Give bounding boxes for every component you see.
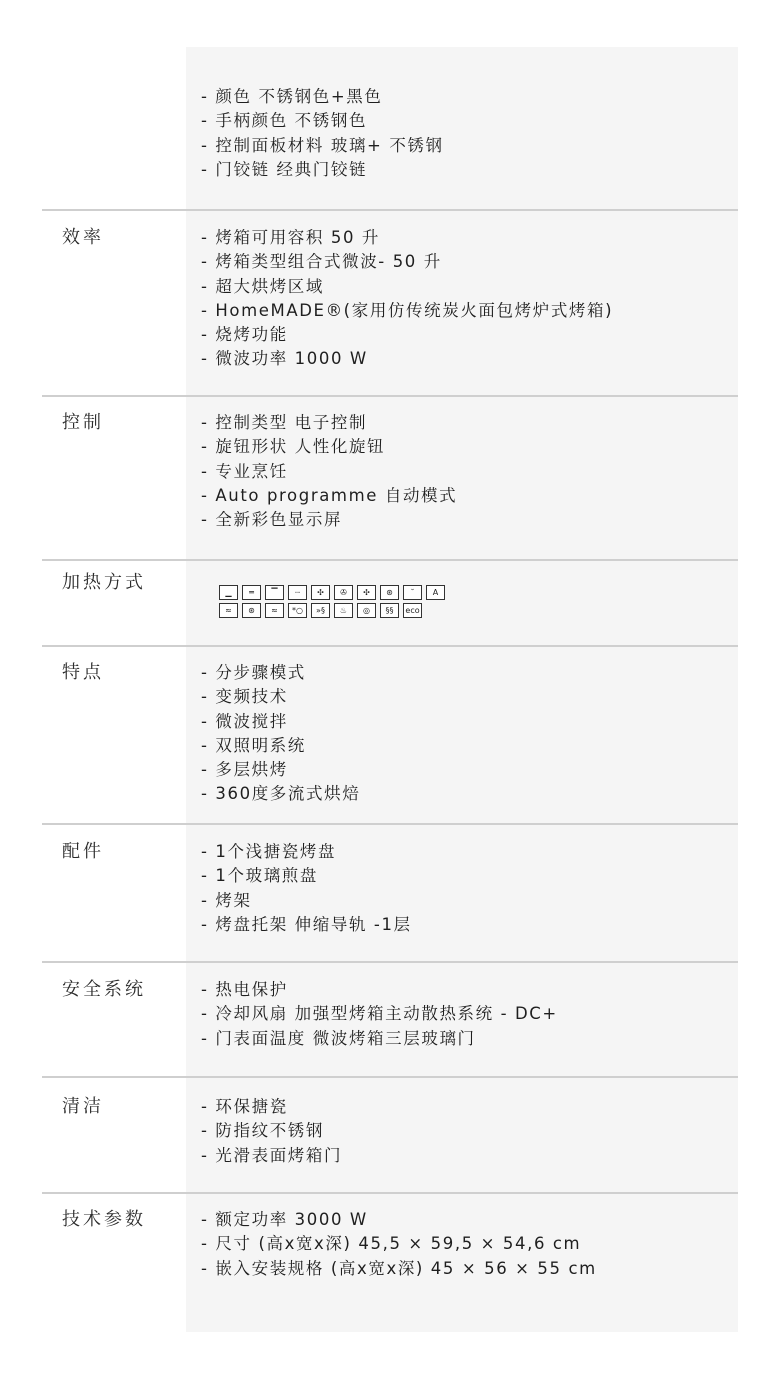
spec-list	[201, 226, 613, 372]
spec-item: - 变频技术	[201, 685, 360, 709]
section-label: 技术参数	[62, 1209, 146, 1230]
spec-item: - 手柄颜色 不锈钢色	[201, 109, 444, 133]
spec-item: - 热电保护	[201, 978, 558, 1002]
bread-icon: ♨	[334, 603, 353, 618]
small-grill-icon: ˘	[403, 585, 422, 600]
spec-item: - 光滑表面烤箱门	[201, 1144, 342, 1168]
steam-icon: §§	[380, 603, 399, 618]
spec-item: - 双照明系统	[201, 734, 360, 758]
spec-item: - 专业烹饪	[201, 460, 457, 484]
section-divider	[42, 645, 738, 647]
section-label: 特点	[62, 662, 104, 683]
spec-list	[201, 1208, 597, 1281]
spec-list	[201, 978, 558, 1051]
section-label: 控制	[62, 412, 104, 433]
fan-grill-icon: ✣	[311, 585, 330, 600]
section-divider	[42, 823, 738, 825]
heating-icons-row-2	[219, 603, 422, 618]
spec-item: - 烤架	[201, 889, 412, 913]
spec-item: - Auto programme 自动模式	[201, 484, 457, 508]
spec-list	[201, 840, 412, 937]
microwave-grill-icon: ≈	[265, 603, 284, 618]
spec-item: - 冷却风扇 加强型烤箱主动散热系统 - DC+	[201, 1002, 558, 1026]
section-divider	[42, 1192, 738, 1194]
steam-fan-icon: »§	[311, 603, 330, 618]
spec-item: - 尺寸 (高x宽x深) 45,5 × 59,5 × 54,6 cm	[201, 1232, 597, 1256]
spec-list	[201, 85, 444, 182]
spec-item: - 微波功率 1000 W	[201, 347, 613, 371]
spec-list	[201, 661, 360, 807]
spec-item: - 360度多流式烘焙	[201, 782, 360, 806]
section-divider	[42, 559, 738, 561]
spec-item: - 1个浅搪瓷烤盘	[201, 840, 412, 864]
section-divider	[42, 961, 738, 963]
eco-icon: eco	[403, 603, 422, 618]
spec-item: - 颜色 不锈钢色+黑色	[201, 85, 444, 109]
section-label: 清洁	[62, 1096, 104, 1117]
spec-item: - 1个玻璃煎盘	[201, 864, 412, 888]
grill-icon: ┈	[288, 585, 307, 600]
heating-icons-row-1	[219, 585, 445, 600]
spec-item: - 超大烘烤区域	[201, 275, 613, 299]
section-label: 配件	[62, 841, 104, 862]
spec-item: - 旋钮形状 人性化旋钮	[201, 435, 457, 459]
defrost-icon: *○	[288, 603, 307, 618]
top-bottom-heat-icon: ═	[242, 585, 261, 600]
section-label: 加热方式	[62, 572, 146, 593]
spec-item: - 防指纹不锈钢	[201, 1119, 342, 1143]
spec-item: - 微波搅拌	[201, 710, 360, 734]
spec-item: - 环保搪瓷	[201, 1095, 342, 1119]
section-divider	[42, 1076, 738, 1078]
spec-item: - 门表面温度 微波烤箱三层玻璃门	[201, 1027, 558, 1051]
spec-item: - 额定功率 3000 W	[201, 1208, 597, 1232]
microwave-fan-icon: ⊛	[242, 603, 261, 618]
section-divider	[42, 209, 738, 211]
auto-grill-icon: A	[426, 585, 445, 600]
spec-item: - 控制面板材料 玻璃+ 不锈钢	[201, 134, 444, 158]
section-label: 安全系统	[62, 979, 146, 1000]
spec-item: - 烤箱类型组合式微波- 50 升	[201, 250, 613, 274]
spec-list	[201, 411, 457, 532]
hot-air-icon: ⊛	[380, 585, 399, 600]
top-heat-icon: ▔	[265, 585, 284, 600]
spec-item: - 分步骤模式	[201, 661, 360, 685]
section-label: 效率	[62, 227, 104, 248]
microwave-icon: ≈	[219, 603, 238, 618]
spec-item: - 烤盘托架 伸缩导轨 -1层	[201, 913, 412, 937]
bottom-heat-icon: ▁	[219, 585, 238, 600]
spec-item: - 烧烤功能	[201, 323, 613, 347]
fan-icon: ✇	[334, 585, 353, 600]
section-divider	[42, 395, 738, 397]
spec-item: - 控制类型 电子控制	[201, 411, 457, 435]
spec-item: - 多层烘烤	[201, 758, 360, 782]
hand-warm-icon: ◎	[357, 603, 376, 618]
spec-item: - 烤箱可用容积 50 升	[201, 226, 613, 250]
spec-item: - 门铰链 经典门铰链	[201, 158, 444, 182]
spec-list	[201, 1095, 342, 1168]
spec-item: - 全新彩色显示屏	[201, 508, 457, 532]
spec-item: - 嵌入安装规格 (高x宽x深) 45 × 56 × 55 cm	[201, 1257, 597, 1281]
spec-item: - HomeMADE®(家用仿传统炭火面包烤炉式烤箱)	[201, 299, 613, 323]
fan-bottom-icon: ✣	[357, 585, 376, 600]
